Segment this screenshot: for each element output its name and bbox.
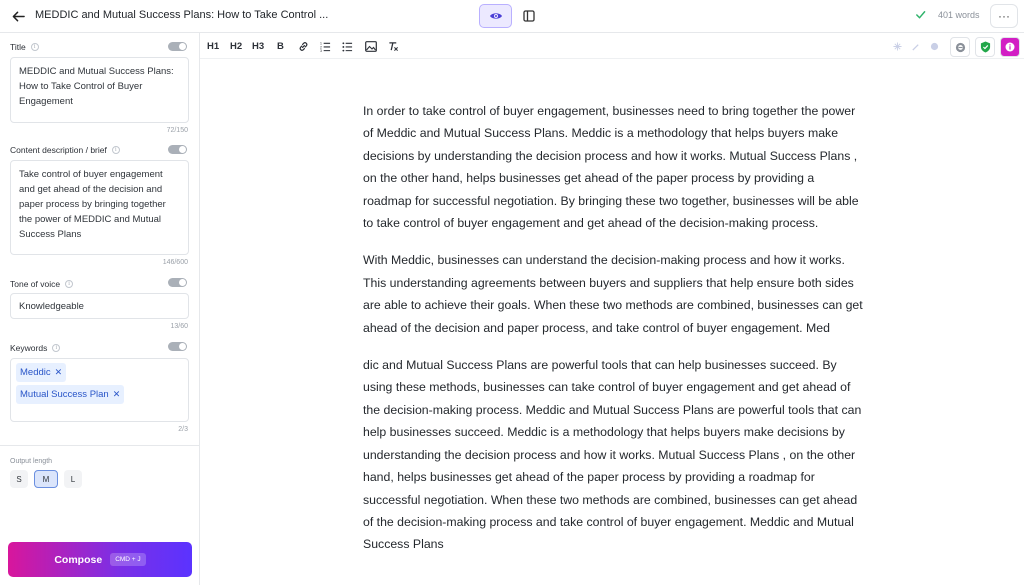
link-button[interactable] bbox=[298, 39, 309, 53]
view-toggle bbox=[479, 4, 545, 28]
numbered-list-icon bbox=[320, 41, 331, 52]
panel-view-button[interactable] bbox=[512, 4, 545, 28]
sidebar bbox=[0, 33, 200, 585]
editor-toolbar bbox=[200, 33, 1024, 59]
remove-keyword-icon[interactable]: ✕ bbox=[112, 389, 121, 399]
info-icon[interactable]: i bbox=[65, 280, 73, 288]
title-toggle[interactable] bbox=[168, 42, 187, 51]
link-icon bbox=[298, 41, 309, 52]
tone-label bbox=[10, 279, 73, 289]
title-label-text: Title bbox=[10, 42, 26, 52]
eye-icon bbox=[489, 11, 503, 21]
pen-icon[interactable] bbox=[906, 37, 924, 55]
info-icon[interactable]: i bbox=[31, 43, 39, 51]
svg-text:3: 3 bbox=[320, 48, 322, 52]
keywords-field[interactable] bbox=[10, 358, 189, 422]
grammar-check-button[interactable] bbox=[950, 37, 970, 57]
document-title: MEDDIC and Mutual Success Plans: How to Take Control ... bbox=[35, 9, 329, 21]
image-button[interactable] bbox=[365, 39, 377, 53]
bullet-list-button[interactable] bbox=[342, 39, 353, 53]
tone-label-text: Tone of voice bbox=[10, 279, 61, 289]
clear-format-button[interactable] bbox=[388, 39, 399, 53]
content-paragraph[interactable]: With Meddic, businesses can understand the decision-making process and how it works. This understanding agreements between buyers and suppliers that help ensure both sides are able to achieve their goals. When these two methods are combined, businesses can get ahead of the decision and paper process, and take control of buyer engagement. Med bbox=[363, 253, 863, 335]
bullet-list-icon bbox=[342, 41, 353, 52]
svg-text:2: 2 bbox=[320, 44, 322, 49]
keywords-label-text: Keywords bbox=[10, 343, 48, 353]
smile-icon[interactable] bbox=[925, 37, 943, 55]
svg-text:1: 1 bbox=[320, 41, 322, 46]
title-field[interactable]: MEDDIC and Mutual Success Plans: How to Take Control of Buyer Engagement bbox=[10, 57, 189, 123]
size-large-button[interactable]: L bbox=[64, 470, 82, 488]
brief-label bbox=[10, 145, 120, 155]
compose-label: Compose bbox=[54, 553, 103, 566]
brief-label-text: Content description / brief bbox=[10, 145, 107, 155]
info-icon[interactable]: i bbox=[112, 146, 120, 154]
keyword-tag bbox=[16, 363, 66, 382]
keyword-tag-label: Meddic bbox=[20, 367, 51, 378]
editor-content[interactable] bbox=[363, 100, 863, 571]
info-badge-icon bbox=[1005, 42, 1015, 52]
shield-check-icon bbox=[980, 41, 991, 53]
plagiarism-check-button[interactable] bbox=[975, 37, 995, 57]
keywords-count: 2/3 bbox=[178, 426, 188, 433]
tone-toggle[interactable] bbox=[168, 278, 187, 287]
preview-view-button[interactable] bbox=[479, 4, 512, 28]
remove-keyword-icon[interactable]: ✕ bbox=[54, 367, 63, 377]
magic-icon[interactable] bbox=[888, 37, 906, 55]
compose-shortcut: CMD + J bbox=[110, 553, 145, 566]
content-paragraph[interactable]: In order to take control of buyer engagement, businesses need to bring together the power of Meddic and Mutual Success Plans. Meddic is a methodology that helps buyers make decisions by understanding the decision process and how it works. Mutual Success Plans , on the other hand, helps businesses get ahead of the paper process by providing a roadmap for successful negotiation. By bringing these two together, businesses will be able to take control of buyer engagement and get ahead of the decision-making process. bbox=[363, 104, 859, 231]
arrow-left-icon bbox=[12, 10, 25, 23]
brief-toggle[interactable] bbox=[168, 145, 187, 154]
brief-field[interactable]: Take control of buyer engagement and get ahead of the decision and paper process by bringing together the power of MEDDIC and Mutual Success Plans bbox=[10, 160, 189, 255]
top-bar bbox=[0, 0, 1024, 33]
heading-2-button[interactable]: H2 bbox=[230, 40, 243, 52]
keywords-label bbox=[10, 343, 60, 353]
keywords-toggle[interactable] bbox=[168, 342, 187, 351]
output-length-selector bbox=[10, 470, 82, 488]
title-label bbox=[10, 42, 39, 52]
size-medium-button[interactable]: M bbox=[34, 470, 58, 488]
image-icon bbox=[365, 41, 377, 52]
keyword-tag bbox=[16, 385, 124, 404]
clear-format-icon bbox=[388, 41, 399, 52]
bold-button[interactable]: B bbox=[277, 40, 284, 52]
tone-char-count: 13/60 bbox=[170, 323, 188, 330]
heading-3-button[interactable]: H3 bbox=[252, 40, 265, 52]
title-char-count: 72/150 bbox=[166, 127, 188, 134]
content-paragraph[interactable]: dic and Mutual Success Plans are powerful tools that can help businesses succeed. By using these methods, businesses can take control of buyer engagement and get ahead of the decision-making process. Meddic and Mutual Success Plans are powerful tools that can help businesses succeed. Meddic is a methodology that helps buyers make decisions by understanding the decision process and how it works. Mutual Success Plans , on the other hand, helps businesses get ahead of the paper process by providing a roadmap for successful negotiation. When these two methods are combined, businesses can get ahead of the decision-making process and take control of buyer engagement. Meddic and Mutual Success Plans bbox=[363, 358, 862, 552]
output-length-label: Output length bbox=[10, 458, 53, 465]
sidebar-panel-icon bbox=[523, 10, 535, 22]
check-icon bbox=[915, 9, 926, 20]
brief-char-count: 146/600 bbox=[162, 259, 188, 266]
numbered-list-button[interactable] bbox=[320, 39, 331, 53]
sidebar-divider bbox=[0, 445, 200, 446]
word-count: 401 words bbox=[938, 10, 980, 20]
size-small-button[interactable]: S bbox=[10, 470, 28, 488]
more-options-button[interactable]: ··· bbox=[990, 4, 1018, 28]
compose-button[interactable] bbox=[8, 542, 192, 577]
brand-settings-button[interactable] bbox=[1000, 37, 1020, 57]
tone-field[interactable]: Knowledgeable bbox=[10, 293, 189, 319]
back-button[interactable] bbox=[8, 6, 28, 26]
info-icon[interactable]: i bbox=[52, 344, 60, 352]
heading-1-button[interactable]: H1 bbox=[207, 40, 220, 52]
grammar-icon bbox=[955, 42, 966, 53]
keyword-tag-label: Mutual Success Plan bbox=[20, 389, 109, 400]
